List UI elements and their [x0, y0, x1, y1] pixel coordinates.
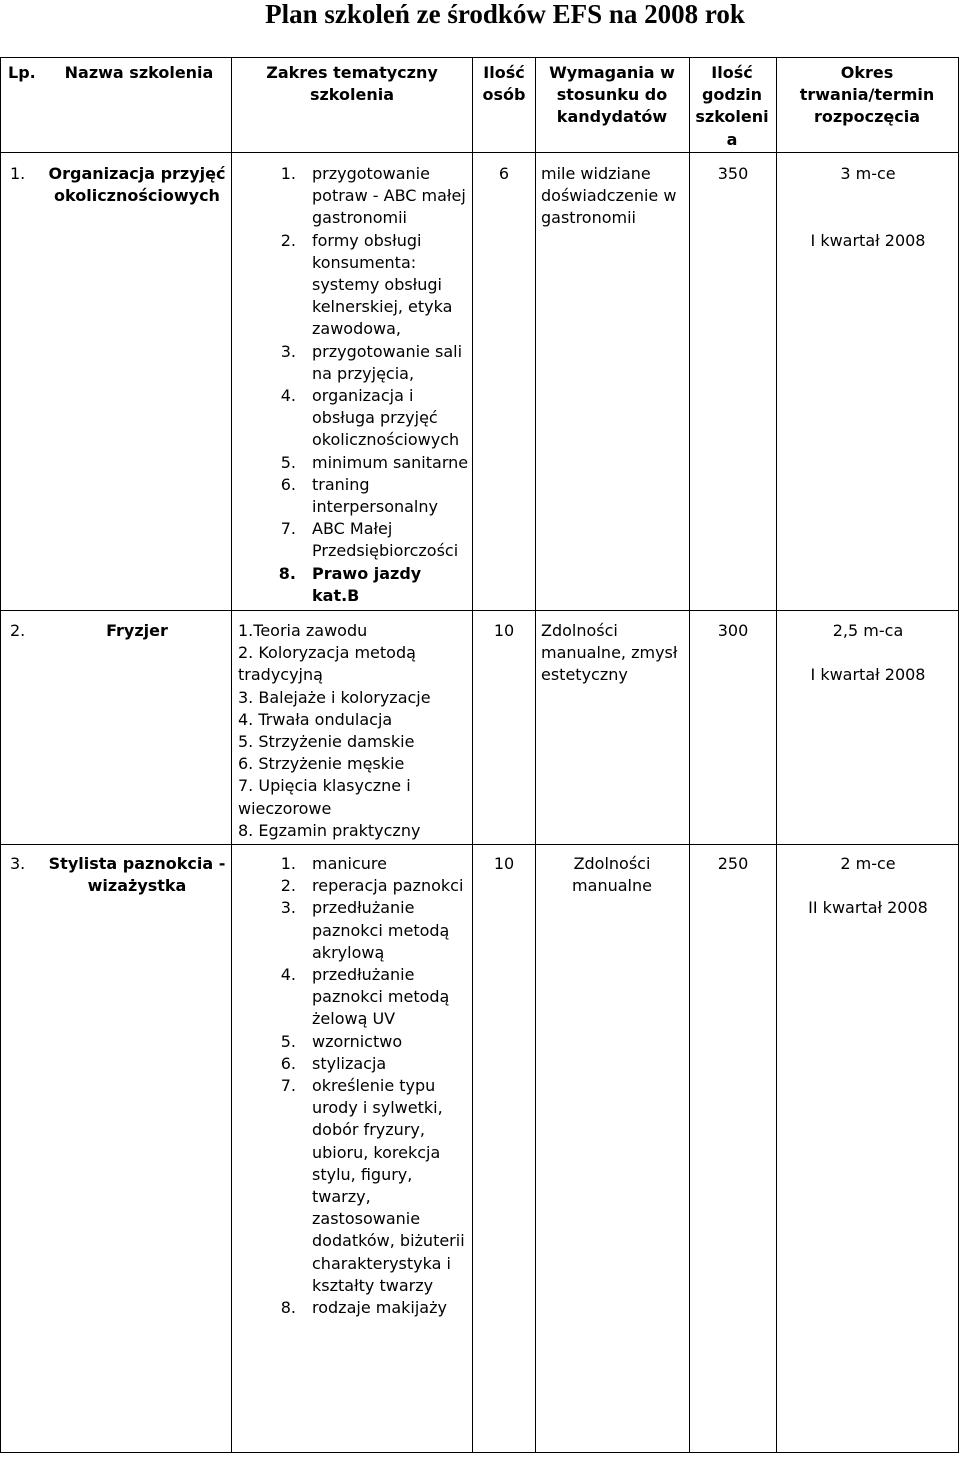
list-item [274, 875, 470, 897]
row-3-wymagania: Zdolności manualne [572, 854, 652, 896]
list-item-text: minimum sanitarne [312, 452, 469, 472]
col-divider-zakres [231, 57, 232, 1453]
list-item-text: reperacja paznokci [312, 876, 464, 896]
list-item [274, 230, 470, 341]
list-item-number: 8. [280, 1298, 296, 1318]
list-item-number: 2. [280, 876, 296, 896]
row-3-okres-czas: 2 m-ce [840, 854, 896, 873]
list-item-text: stylizacja [312, 1053, 387, 1073]
list-item-text: przygotowanie potraw - ABC małej gastronomii [312, 164, 466, 228]
header-ilosc-osob: Ilość osób [482, 63, 526, 105]
row-2-okres-czas: 2,5 m-ca [832, 621, 904, 640]
list-item-text: formy obsługi konsumenta: systemy obsługi kelnerskiej, etyka zawodowa, [312, 230, 453, 339]
row-3-zakres-list [274, 853, 470, 1319]
row-2-lp: 2. [10, 621, 26, 640]
row-1-wymagania: mile widziane doświadczenie w gastronomii [541, 164, 677, 228]
list-item-number: 6. [280, 474, 296, 494]
list-item: 1.Teoria zawodu [238, 621, 368, 640]
list-item-number: 1. [280, 854, 296, 873]
list-item-text: rodzaje makijaży [312, 1298, 447, 1318]
list-item-number: 1. [280, 164, 296, 183]
list-item-number: 7. [280, 1076, 296, 1096]
row-1-border-bottom [0, 610, 958, 611]
page-title: Plan szkoleń ze środków EFS na 2008 rok [265, 0, 745, 29]
list-item [274, 452, 470, 474]
row-1-okres-czas: 3 m-ce [840, 164, 896, 183]
table-border-left [0, 57, 1, 1453]
list-item-text: Prawo jazdy kat.B [312, 563, 422, 605]
list-item-text: traning interpersonalny [312, 474, 438, 517]
list-item-number: 5. [280, 1031, 296, 1051]
list-item [274, 563, 470, 607]
table-border-right [958, 57, 959, 1453]
header-okres: Okres trwania/termin rozpoczęcia [799, 63, 935, 127]
list-item [274, 474, 470, 518]
header-wymagania: Wymagania w stosunku do kandydatów [549, 63, 675, 127]
list-item [274, 518, 470, 562]
list-item: 8. Egzamin praktyczny [238, 820, 421, 840]
list-item [274, 897, 470, 964]
list-item: 2. Koloryzacja metodą tradycyjną [238, 643, 416, 685]
row-2-border-bottom [0, 844, 958, 845]
header-border-bottom [0, 152, 958, 153]
list-item [274, 341, 470, 385]
list-item-text: organizacja i obsługa przyjęć okolicznościowych [312, 386, 460, 450]
list-item-number: 3. [280, 341, 296, 361]
table-border-top [0, 57, 958, 58]
list-item-number: 2. [280, 230, 296, 250]
col-divider-osob [472, 57, 473, 1453]
header-lp: Lp. [8, 63, 36, 82]
row-3-okres-termin: II kwartał 2008 [808, 898, 928, 917]
list-item-text: przedłużanie paznokci metodą akrylową [312, 898, 450, 962]
header-zakres: Zakres tematyczny szkolenia [266, 63, 438, 105]
row-1-ilosc-godzin: 350 [717, 164, 749, 183]
list-item-number: 8. [278, 563, 296, 583]
list-item-number: 3. [280, 898, 296, 918]
row-3-lp: 3. [10, 854, 26, 873]
list-item-number: 4. [280, 386, 296, 406]
list-item: 5. Strzyżenie damskie [238, 732, 415, 752]
list-item [274, 1075, 470, 1297]
row-1-lp: 1. [10, 164, 26, 183]
list-item-text: określenie typu urody i sylwetki, dobór fryzury, ubioru, korekcja stylu, figury, twarzy, zastosowanie dodatków, biżuterii charakterystyka i kształty twarzy [312, 1076, 465, 1295]
list-item [274, 163, 470, 230]
col-divider-wymagania [535, 57, 536, 1453]
list-item-number: 7. [280, 519, 296, 539]
list-item-text: ABC Małej Przedsiębiorczości [312, 519, 459, 561]
list-item-number: 5. [280, 452, 296, 472]
row-2-wymagania: Zdolności manualne, zmysł estetyczny [541, 621, 678, 685]
list-item: 7. Upięcia klasyczne i wieczorowe [238, 776, 411, 818]
col-divider-okres [776, 57, 777, 1453]
list-item [274, 385, 470, 452]
row-1-ilosc-osob: 6 [498, 164, 510, 183]
header-ilosc-godzin: Ilość godzin szkoleni a [695, 63, 769, 149]
list-item-text: wzornictwo [312, 1031, 403, 1051]
row-2-ilosc-godzin: 300 [717, 621, 749, 640]
list-item [274, 964, 470, 1031]
table-border-bottom [0, 1452, 958, 1453]
row-1-nazwa: Organizacja przyjęć okolicznościowych [48, 164, 226, 206]
row-2-okres-termin: I kwartał 2008 [810, 665, 926, 684]
list-item-number: 6. [280, 1053, 296, 1073]
row-3-ilosc-godzin: 250 [717, 854, 749, 873]
list-item [274, 1053, 470, 1075]
list-item-text: manicure [312, 854, 387, 873]
row-3-ilosc-osob: 10 [493, 854, 515, 873]
list-item [274, 1297, 470, 1319]
list-item [274, 1031, 470, 1053]
row-3-nazwa: Stylista paznokcia - wizażystka [48, 854, 226, 896]
list-item-text: przedłużanie paznokci metodą żelową UV [312, 965, 450, 1029]
list-item: 3. Balejaże i koloryzacje [238, 687, 431, 707]
row-2-nazwa: Fryzjer [106, 621, 168, 640]
list-item [274, 853, 470, 875]
col-divider-godzin [689, 57, 690, 1453]
list-item: 6. Strzyżenie męskie [238, 754, 405, 774]
row-1-okres-termin: I kwartał 2008 [810, 231, 926, 250]
row-2-ilosc-osob: 10 [493, 621, 515, 640]
row-2-zakres-list [238, 620, 470, 842]
list-item-number: 4. [280, 965, 296, 985]
list-item-text: przygotowanie sali na przyjęcia, [312, 341, 463, 383]
list-item: 4. Trwała ondulacja [238, 709, 393, 729]
row-1-zakres-list [274, 163, 470, 607]
header-nazwa: Nazwa szkolenia [64, 63, 214, 82]
